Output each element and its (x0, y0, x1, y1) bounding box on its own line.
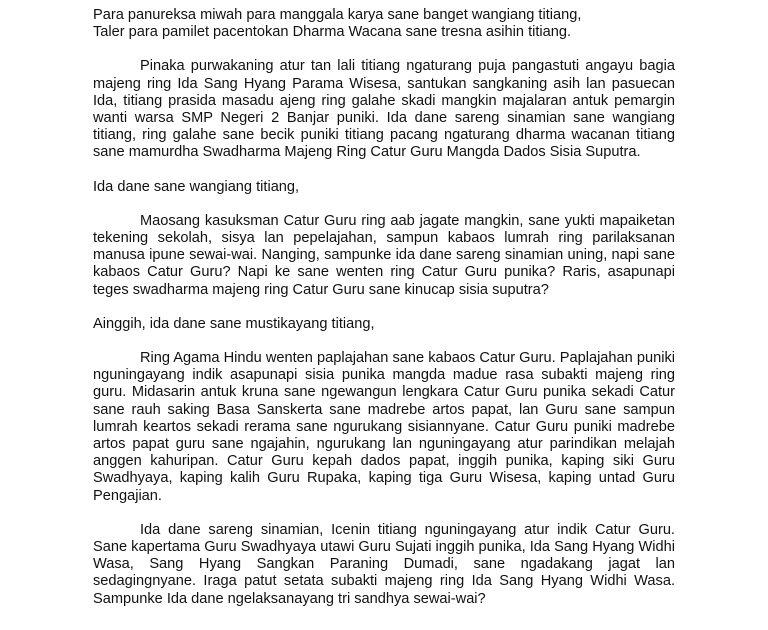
paragraph-opening: Pinaka purwakaning atur tan lali titiang ngaturang puja pangastuti angayu bagia majeng ring Ida Sang Hyang Parama Wisesa, santukan sangkaning asih lan pasuecan Ida, titiang prasida masadu ajeng ring galahe skadi mangkin majalaran antuk pemargin wanti warsa SMP Negeri 2 Banjar puniki. Ida dane sareng sinamian sane wangiang titiang, ring galahe sane becik puniki titiang pacang ngaturang dharma wacanan titiang sane mamurdha Swadharma Majeng Ring Catur Guru Mangda Dados Sisia Suputra. (93, 58, 675, 161)
paragraph-address: Ainggih, ida dane sane mustikayang titiang, (93, 315, 375, 332)
paragraph-catur-guru-meaning: Maosang kasuksman Catur Guru ring aab jagate mangkin, sane yukti mapaiketan tekening sekolah, sisya lan pepelajahan, sampun kabaos lumrah ring parilaksanan manusa ipune sewai-wai. Nanging, sampunke ida dane sareng sinamian uning, napi sane kabaos Catur Guru? Napi ke sane wenten ring Catur Guru punika? Raris, asapunapi teges swadharma majeng ring Catur Guru sane kinucap sisia suputra? (93, 212, 675, 298)
greeting (93, 7, 675, 41)
greeting-line: Para panureksa miwah para manggala karya sane banget wangiang titiang, (93, 7, 582, 23)
greeting-line: Taler para pamilet pacentokan Dharma Wacana sane tresna asihin titiang. (93, 24, 572, 41)
paragraph-catur-guru-teaching: Ring Agama Hindu wenten paplajahan sane kabaos Catur Guru. Paplajahan puniki nguningayang indik asapunapi sisia punika mangda madue rasa subakti majeng ring guru. Midasarin antuk kruna sane ngewangun lengkara Catur Guru punika sekadi Catur sane rauh saking Basa Sanskerta sane madrebe artos papat, lan Guru sane sampun lumrah keartos sekadi rerama sane ngurukang sisiannyane. Catur Guru puniki madrebe artos papat guru sane ngajahin, ngurukang lan nguningayang atur parindikan melajah anggen kahuripan. Catur Guru kepah dados papat, inggih punika, kaping siki Guru Swadhyaya, kaping kalih Guru Rupaka, kaping tiga Guru Wisesa, kaping untad Guru Pengajian. (93, 350, 675, 504)
speech-text (93, 7, 675, 625)
paragraph-guru-swadhyaya: Ida dane sareng sinamian, Icenin titiang nguningayang atur indik Catur Guru. Sane kapertama Guru Swadhyaya utawi Guru Sujati inggih punika, Ida Sang Hyang Widhi Wasa, Sang Hyang Sangkan Paraning Dumadi, sane ngadakang jagat lan sedagingnyane. Iraga patut setata subakti majeng ring Ida Sang Hyang Widhi Wasa. Sampunke Ida dane ngelaksanayang tri sandhya sewai-wai? (93, 521, 675, 607)
paragraph-address: Ida dane sane wangiang titiang, (93, 178, 300, 195)
